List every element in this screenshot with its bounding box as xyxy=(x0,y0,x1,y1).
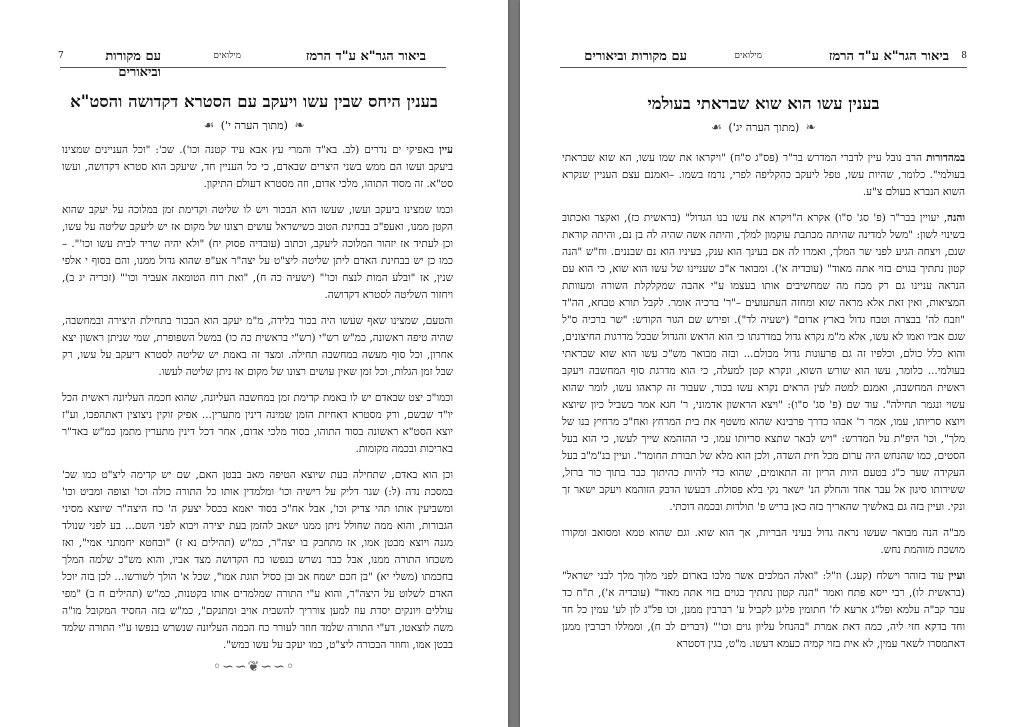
header-rule xyxy=(560,67,967,68)
leaf-ornament-icon: ❧ xyxy=(294,118,305,132)
header-subtitle: עם מקורות וביאורים xyxy=(584,49,687,64)
section-subtitle-row xyxy=(60,118,448,132)
paragraph xyxy=(562,525,965,559)
page-number: 7 xyxy=(58,51,64,61)
section-subtitle: (מתוך הערה יג') xyxy=(728,121,800,134)
paragraph xyxy=(562,568,965,653)
paragraph-text: הרב נובל עיין לדברי המדרש בר"ר (פס"ג ס"ח) "ויקראו את שמו עשו, הא שוא שבראתי בעולמי". כלומר, שהיות עשו, טפל ליעקב כהקליפה לפרי, נרמז בשמו. –ואמנם עצם העניין שנקרא השוא הנברא בעולם צ"ע. xyxy=(562,152,965,198)
lead-word: עיין xyxy=(439,144,453,156)
leaf-ornament-icon: ☙ xyxy=(711,120,722,134)
header-section: מילואים xyxy=(213,51,241,61)
paragraph-text: , יעויין בבר"ר (פ' סג' ס"ו) אקרא ה"ויקרא את עשו בנו הגדול" (בראשית כז), ואקצר ואכתוב בשינוי לשון: "משל למדינה שהיתה מכתבת עוקמון למלך, והיתה אשה שהיה לה בן נם, והיתה קוראת שנם, ויצחה הגיע לפני שר המלך, ואמרו לה אם בעינך הוא ענק, בעיניו הוא נם שבננים. וח"ש "הנה קטון נתתיך בגוים בזוי אתה מאוד" (עובדיה א'). ומבואר א"כ שעניינו של עשו הוא שוא, כי הוא עם הנראה עניינו גם רק מכח מה שמחשיבים אותו בעצמו ע"י אהבה שמקלקלת השורה ומעוותת המציאות, ואין זאת אלא מראה שוא ומחזה העתעועים –"ר' ברכיה אומר. לקבל תורא טבחא, הה"ד "וזבח לה' בבצרה וטבח גדול בארץ אדום" (ישעיה לד"). ופירש שם הגור הקודש: "שר ברכיה ס"ל שגם אביו ואמו לא עשו, אלא מ"מ נקרא גדול במדרגתו כי הוא הראש והגדול שבכל מדרגות החיצונים, והוא כלל כולם, וכלפיו זה גם פרעונות גדול מכולם... ובזה מבואר מש"כ עשו הוא שוא שבראתי בעולמי... כלומר, עשו הוא שורש השוא, ונקרא קטן למעלה, כי הוא מדרגת סוף המחשבה ויעקב ראשית המחשבה, ואמנם למטה לעין הראים נקרא עשו בכור, שעבור זה קראהו עשו, לומר שהוא עשוי ונגמר תחילה". עוד שם (פ' סג' ס"ו): "ויצא הראשון אדמוני, ר' חגא אמר בשביל כיון שיוצא ויוצא סריותו, עמו, אמר ר' אבהו כדרך פרבינא שהוא משטף את בית המרחץ ואח"כ מרחיץ בנו של מלך", וכו' היפ"ת על המדרש: "ויש לבאר שתצא סריותו עמו, כי ההזהמא שייך לעשו, כי הוא בעל הסטים, כמו שהנחש היה ערום מכל חית השדה, ולכן הוא מלא של תבורת החומר". ועיין בנ"מ"ב בעל העקידה שער כ"ג בטעם היות הריון זה התאומים, שהוא כדי להיות כהיתוך כבר בתוך כור ברזל, ששירותו סיגון אל עבר אחד והחלק הנ' ישאר נקי בלא פסולת. דבעשו הדבק הזוהמא ויעקב ישאר זך ונקי. ועיין בזה גם באלשיך שהאריך בזה כאן בריש פ' תולדות ובכמה דוכתי. xyxy=(562,212,965,513)
page-left xyxy=(0,0,508,727)
header-title: ביאור הגר"א ע"ד הרמז xyxy=(305,49,426,64)
lead-word: והנה xyxy=(947,212,965,224)
leaf-ornament-icon: ☙ xyxy=(203,118,215,132)
paragraph xyxy=(62,313,453,381)
paragraph-text: וכמו"כ יצט שבאדם יש לו באמת קדימת זמן במחשבה העליונה, שהוא חכמה העליונה ראשית הכל יו"ד שבשם, ורק מסטרא דאחיזת הזמן שמינה דינין מתערין... אפיק זוקין ניצוצין דאתהפכו, וע"ז יוצא הסט"א ראשונה בסוד התוהו, בסוד מלכי אדום, אחר דכל דינין מתערין מתמן כמ"ש באד"ר באריכות ובכמה מקומות. xyxy=(62,392,453,455)
body-text xyxy=(562,150,965,662)
header-title: ביאור הגר"א ע"ד הרמז xyxy=(828,49,949,64)
section-title: בענין היחס שבין עשו ויעקב עם הסטרא דקדושה והסט"א xyxy=(70,92,438,111)
paragraph xyxy=(62,202,453,304)
paragraph-text: באפיקי ים נדרים (לב. בא"ד והמרי עץ אבא עיד קטנה וכו'). שכ': "וכל העניינים שמצינו ביעקב ועשו הם ממש בשני היצרים שבאדם, כי כל העניין חד, שיעקב הוא סטרא דקדושה, ועשו סט"א. זה מסוד התוהו, מלכי אדום, וזה מסטרא דעולם התיקון. xyxy=(62,144,453,190)
paragraph xyxy=(562,150,965,201)
section-subtitle: (מתוך הערה י') xyxy=(220,119,288,132)
running-header xyxy=(560,48,967,70)
page-right xyxy=(520,0,1027,727)
body-text xyxy=(62,142,453,663)
paragraph xyxy=(62,142,453,193)
paragraph-text: וכמו שמצינו ביעקב ועשו, שעשו הוא הבכור ויש לו שליטה וקדימת זמן במלוכה על יעקב שהוא הקטן ממנו, ואעפ"כ בבחינת הטוב כשישראל עושים רצונו של מקום אז יש ליעקב שליטה על עשו, וכן לעתיד אז יזהור המלוכה ליעקב, וכתוב (עובדיה פסוק יח) "ולא יהיה שריד לבית עשו וכו'". –כמו כן יש בבחינת האדם ליתן שליטה ליצ"ט על יצה"ר אע"פ שהוא גדול ממנו, והם בסוף י אלפי שנין, אז "ובלע המות לנצח וכו'" (ישעיה כה ח), "ואת רוח הטומאה אעביר וכו'" (זכריה יג ב), ויחזור השליטה לסטרא דקדושה. xyxy=(62,204,453,301)
paragraph xyxy=(62,467,453,654)
page-number: 8 xyxy=(961,51,967,61)
header-section: מילואים xyxy=(734,51,762,61)
paragraph-text: מב"ה הנה מבואר שעשו נראה גדול בעיני הבריות, אך הוא שוא. וגם שהוא טמא ומסואב ומקורו מושכת מזוהמת נחש. xyxy=(562,527,965,556)
lead-word: ועיין xyxy=(948,570,965,582)
paragraph-text: וכן הוא באדם, שתחילה בעת שיוצא הטיפה מאב בבטן האם, שם יש קדימה ליצ"ט כמו שכ' במסכת נדה (ל:) שגר דליק על רישיה וכו' ומלמדין אותו כל התורה כולה וכו' וצופה ומביט וכו' ומשביעין אותו תהי צדיק וכו', אבל אח"כ בסוד יאמא בכסל יצעק ה' כח היצה"ר שיוצא מסיני הגבורות, והוא ממה שחולל ניתן ממנו ישאב להזמן בעת יצירה ויבוא לפני השם... בע לפני שנולד מגנה ויוצא מבטן אמו, אז מתחבק בו יצה"ר, כמ"ש (תהילים נא ז) "ובחטא יחמתני אמי", ואז משכחו התורה ממנו, אבל כבר נשרש בנפשו כח הקדושה מצד אביו, והוא מש"כ שלמה המלך בחכמתו (משלי יא) "בן חכם ישמח אב ובן כסיל תוגת אמו", שכל א' הולך לשורשו... לכן בזה יוכל האדם לשלוט על היצה"ר, והוא ע"י התורה שמלמדים אותו בקטנות, כמ"ש (תהילים ח ב) "מפי עוללים ויונקים יסדת עוז למען צורריך להשבית אויב ומתנקם", כמ"ש בזה החסיד המקובל מו"ה משה לוצאטו, דע"י התורה שלמד חוזר לעורר כח הכמה העליונה שנשרש בנפשו ע"י התורה שלמד בבטן אמו, וחוזר הבכורה ליצ"ט, כמו יעקב על עשו כמש". xyxy=(62,469,453,651)
running-header xyxy=(58,48,446,80)
paragraph-text: עוד בזוהר וישלח (קעג.) וז"ל: "ואלה המלכים אשר מלכו בארום לפני מלוך מלך לבני ישראל" (בראשית לו), רבי ייסא פתח ואמר "הנה קטון נתתיך בגוים בזוי אתה מאוד" (עובדיה א'), ת"ח כד עבר קב"ה עלמא ופל"ג ארעא לז' חתומין פליגן לקביל ע' רברבין ממנן, וכו פל"ג לון לע' עמין כל חד וחד בדקא חזי ליה, כמה דאת אמרת "בהנחל עליון גוים וכו'" (דברים לב ח), וממללו רברבין ממנן דאתמסרו לשאר עמין, לא אית בזוי קמיה כעמא דעשו. מ"ט, בגין דסטרא xyxy=(562,570,965,650)
paragraph xyxy=(562,210,965,516)
footer-ornament-icon: ◦∽∽❦∽∽◦ xyxy=(212,659,296,675)
header-rule xyxy=(60,67,446,68)
section-subtitle-row xyxy=(560,120,967,134)
paragraph xyxy=(62,390,453,458)
paragraph-text: והטעם, שמצינו שאף שעשו היה בכור בלידה, מ"מ יעקב הוא הבכור בתחילת היצירה ובמחשבה, שהיה טיפה ראשונה, כמ"ש רש"י (רש"י בראשית כה כו) במשל השפופרת, שמי שניתן ראשון יצא אחרון, וכל סוף מעשה במחשבה תחילה. ומצד זה באמת יש שליטה לסטרא דיעקב על עשו, רק שבל זמן הגלות, וכל זמן שאין עושים רצונו של מקום אז ניתן שליטה לעשו. xyxy=(62,315,453,378)
leaf-ornament-icon: ❧ xyxy=(805,120,816,134)
header-subtitle: עם מקורות וביאורים xyxy=(105,49,161,80)
lead-word: במהדורות xyxy=(926,152,965,164)
section-title: בענין עשו הוא שוא שבראתי בעולמי xyxy=(647,94,880,113)
